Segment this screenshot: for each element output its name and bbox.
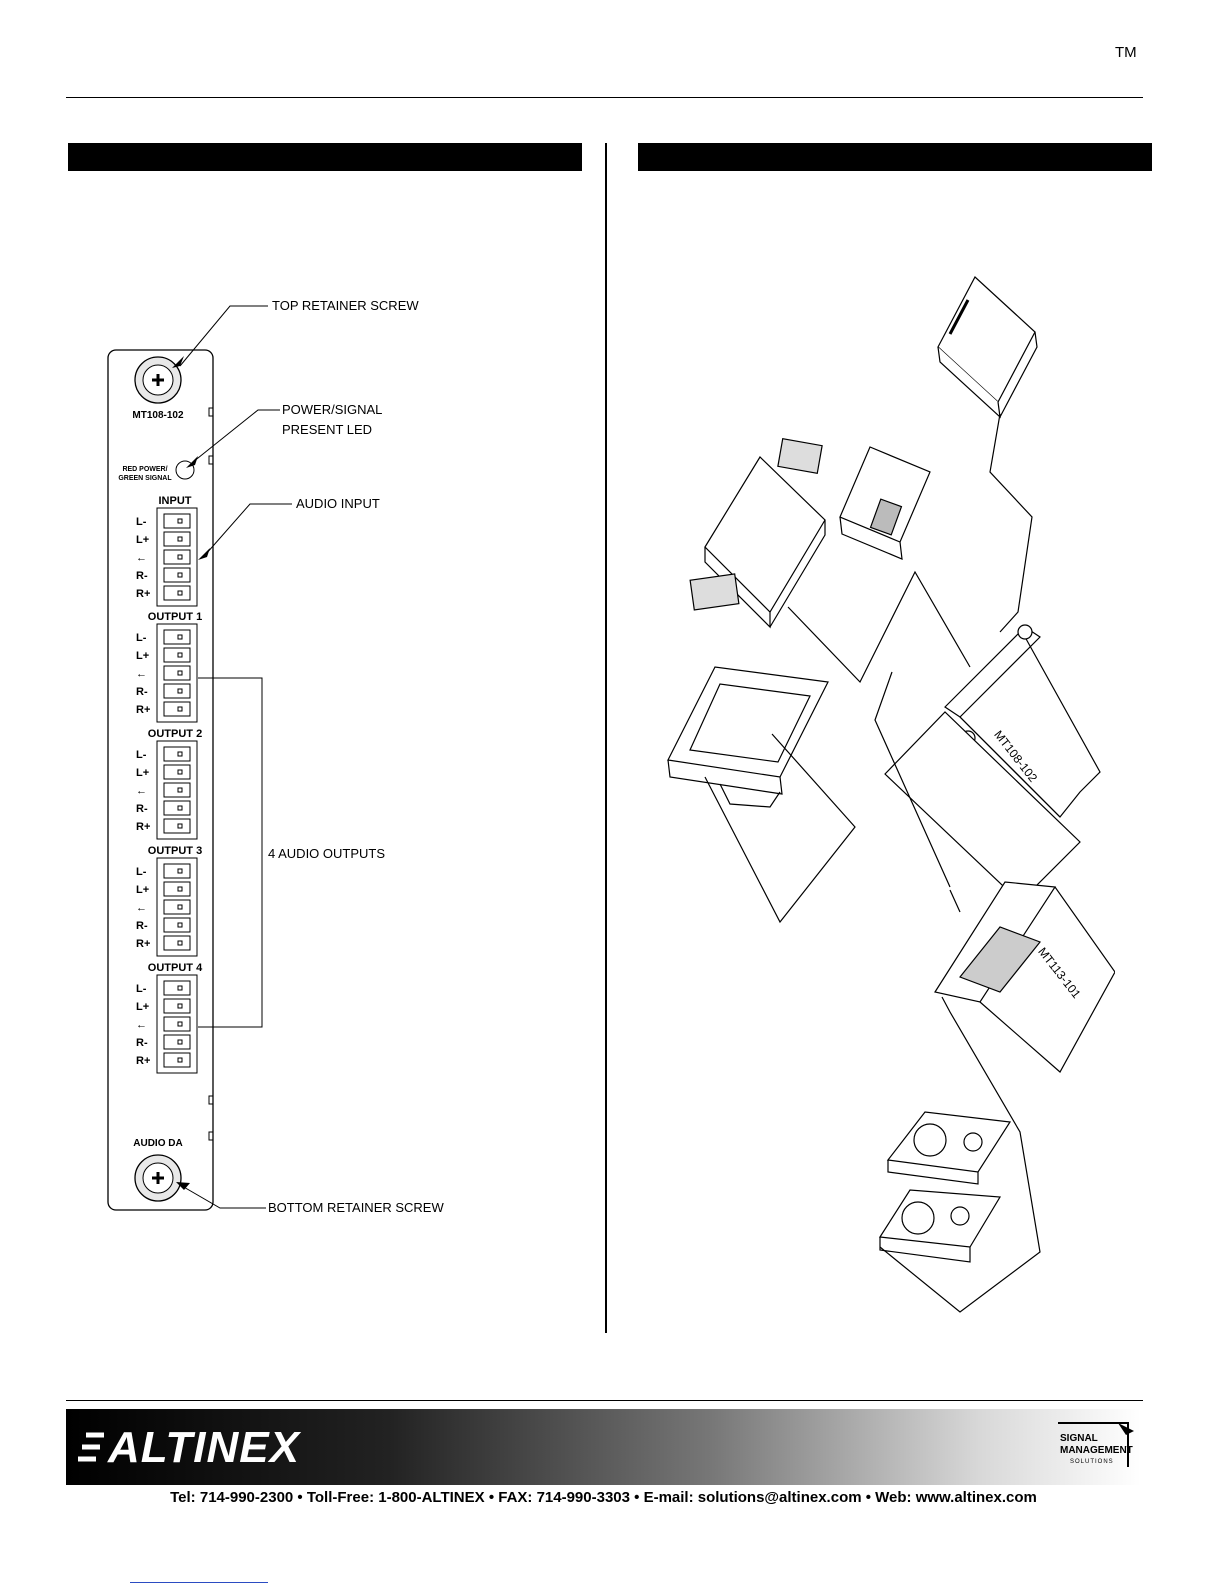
connector-pin <box>164 819 190 833</box>
column-divider <box>605 143 607 1333</box>
callout-led-1: POWER/SIGNAL <box>282 402 383 417</box>
connector-pin <box>164 801 190 815</box>
connector-pin <box>164 936 190 950</box>
header-rule <box>66 97 1143 98</box>
left-section-bar <box>68 143 582 171</box>
audio-da-label: AUDIO DA <box>133 1138 183 1149</box>
pin-label: ← <box>136 552 147 564</box>
callout-bottom-screw: BOTTOM RETAINER SCREW <box>268 1200 444 1215</box>
footer <box>66 1409 1141 1509</box>
callout-top-screw: TOP RETAINER SCREW <box>272 298 419 313</box>
pin-label: R- <box>136 1037 148 1049</box>
pin-label: L- <box>136 866 147 878</box>
card-label-mt113: MT113-101 <box>1035 944 1084 1001</box>
callout-audio-input: AUDIO INPUT <box>296 496 380 511</box>
badge-line-3: SOLUTIONS <box>1070 1459 1114 1465</box>
rack-unit-device <box>690 439 825 627</box>
mt113-card <box>935 882 1115 1072</box>
pin-label: R- <box>136 686 148 698</box>
connector-pin <box>164 981 190 995</box>
altinex-logo-icon <box>78 1431 104 1463</box>
connector-pin <box>164 1035 190 1049</box>
connector-pin <box>164 783 190 797</box>
connector-pin <box>164 684 190 698</box>
pin-label: R+ <box>136 938 151 950</box>
output-block-title: OUTPUT 4 <box>147 962 203 974</box>
led-label-1: RED POWER/ <box>122 466 168 473</box>
connector-pin <box>164 882 190 896</box>
media-player-device <box>938 277 1037 417</box>
input-block-title: INPUT <box>158 495 192 507</box>
pin-label: L+ <box>136 1001 150 1013</box>
trademark-mark: TM <box>1115 44 1137 61</box>
pin-label: ← <box>136 785 147 797</box>
connector-pin <box>164 999 190 1013</box>
connector-pin <box>164 630 190 644</box>
connector-pin <box>164 1017 190 1031</box>
link-underline <box>130 1582 268 1583</box>
connector-pin <box>164 568 190 582</box>
connector-pin <box>164 864 190 878</box>
connector-pin <box>164 900 190 914</box>
pin-label: ← <box>136 1019 147 1031</box>
panel-diagram <box>100 290 470 1220</box>
pin-label: R+ <box>136 704 151 716</box>
pin-label: R- <box>136 803 148 815</box>
pin-label: L- <box>136 749 147 761</box>
output-block-title: OUTPUT 3 <box>147 845 203 857</box>
altinex-logo: ALTINEX <box>108 1423 300 1472</box>
contact-info: Tel: 714-990-2300 • Toll-Free: 1-800-ALTINEX • FAX: 714-990-3303 • E-mail: solutions@altinex.com • Web: www.altinex.com <box>170 1489 1037 1506</box>
connector-pin <box>164 666 190 680</box>
badge-line-2: MANAGEMENT <box>1060 1445 1133 1456</box>
pin-label: L+ <box>136 650 150 662</box>
pin-label: L- <box>136 516 147 528</box>
connector-pin <box>164 532 190 546</box>
output-block-title: OUTPUT 2 <box>147 728 203 740</box>
callout-outputs: 4 AUDIO OUTPUTS <box>268 846 386 861</box>
card-label-mt108: MT108-102 <box>991 727 1041 785</box>
connector-pin <box>164 550 190 564</box>
footer-rule <box>66 1400 1143 1401</box>
speaker-icon-1 <box>888 1112 1010 1184</box>
pin-label: L- <box>136 983 147 995</box>
output-block-title: OUTPUT 1 <box>147 611 203 623</box>
system-diagram <box>660 272 1115 1317</box>
pin-label: L+ <box>136 534 150 546</box>
led-label-2: GREEN SIGNAL <box>118 475 172 482</box>
pin-label: R+ <box>136 588 151 600</box>
connector-pin <box>164 586 190 600</box>
connector-pin <box>164 1053 190 1067</box>
camera-device <box>840 447 930 559</box>
speaker-icon-2 <box>880 1190 1000 1262</box>
pin-label: L- <box>136 632 147 644</box>
pin-label: ← <box>136 668 147 680</box>
pin-label: R- <box>136 570 148 582</box>
monitor-device <box>668 667 828 807</box>
connector-pin <box>164 702 190 716</box>
pin-label: L+ <box>136 767 150 779</box>
pin-label: R+ <box>136 1055 151 1067</box>
signal-management-badge <box>1056 1421 1136 1475</box>
pin-label: ← <box>136 902 147 914</box>
pin-label: L+ <box>136 884 150 896</box>
pin-label: R+ <box>136 821 151 833</box>
bottom-screw-icon <box>135 1155 181 1201</box>
connector-pin <box>164 747 190 761</box>
top-screw-icon <box>135 357 181 403</box>
panel-model-label: MT108-102 <box>132 410 184 421</box>
connector-pin <box>164 514 190 528</box>
connector-pin <box>164 918 190 932</box>
pin-label: R- <box>136 920 148 932</box>
connector-pin <box>164 765 190 779</box>
right-section-bar <box>638 143 1152 171</box>
badge-line-1: SIGNAL <box>1060 1433 1098 1444</box>
connector-pin <box>164 648 190 662</box>
callout-led-2: PRESENT LED <box>282 422 373 437</box>
